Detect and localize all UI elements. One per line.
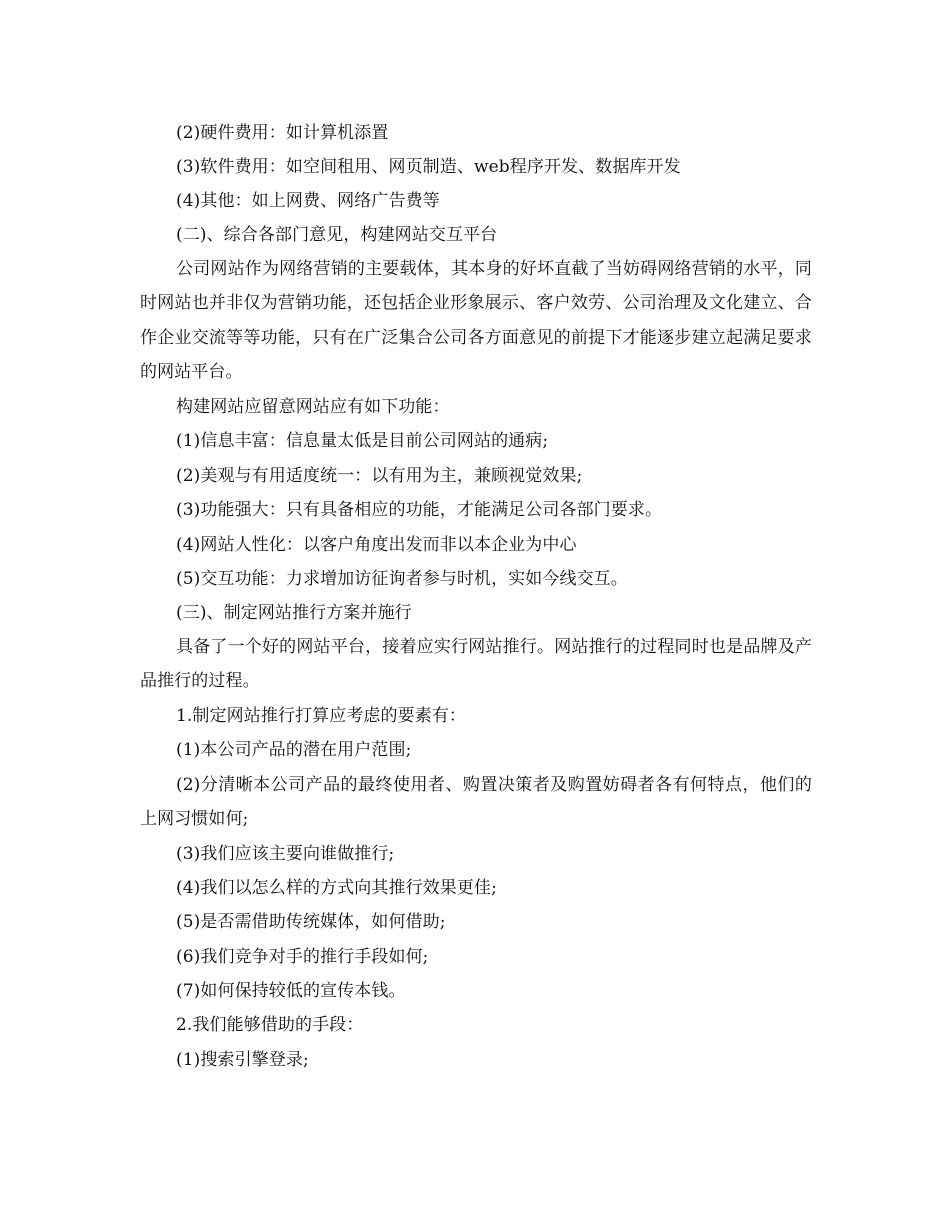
paragraph: (4)我们以怎么样的方式向其推行效果更佳; xyxy=(176,878,497,898)
paragraph: 具备了一个好的网站平台，接着应实行网站推行。网站推行的过程同时也是品牌及产品推行的过程。 xyxy=(140,637,812,692)
paragraph: (三)、制定网站推行方案并施行 xyxy=(176,603,412,623)
paragraph: (4)其他：如上网费、网络广告费等 xyxy=(176,191,440,211)
paragraph: (3)软件费用：如空间租用、网页制造、web程序开发、数据库开发 xyxy=(176,157,681,177)
paragraph: (5)是否需借助传统媒体，如何借助; xyxy=(176,912,446,932)
paragraph: (4)网站人性化：以客户角度出发而非以本企业为中心 xyxy=(176,535,577,555)
paragraph: (2)分清晰本公司产品的最终使用者、购置决策者及购置妨碍者各有何特点，他们的上网习惯如何; xyxy=(140,775,812,830)
paragraph: (2)硬件费用：如计算机添置 xyxy=(176,123,389,143)
paragraph: 构建网站应留意网站应有如下功能： xyxy=(176,397,450,417)
paragraph: (1)本公司产品的潜在用户范围; xyxy=(176,740,412,760)
paragraph: (二)、综合各部门意见，构建网站交互平台 xyxy=(176,225,498,245)
paragraph: (6)我们竞争对手的推行手段如何; xyxy=(176,947,429,967)
paragraph: 2.我们能够借助的手段： xyxy=(176,1015,364,1035)
paragraph: (5)交互功能：力求增加访征询者参与时机，实如今线交互。 xyxy=(176,569,628,589)
paragraph: (3)功能强大：只有具备相应的功能，才能满足公司各部门要求。 xyxy=(176,500,663,520)
paragraph: 公司网站作为网络营销的主要载体，其本身的好坏直截了当妨碍网络营销的水平，同时网站也并非仅为营销功能，还包括企业形象展示、客户效劳、公司治理及文化建立、合作企业交流等等功能，只有在广泛集合公司各方面意见的前提下才能逐步建立起满足要求的网站平台。 xyxy=(140,259,812,383)
paragraph: (1)信息丰富：信息量太低是目前公司网站的通病; xyxy=(176,431,549,451)
paragraph: (2)美观与有用适度统一：以有用为主，兼顾视觉效果; xyxy=(176,466,583,486)
paragraph: (7)如何保持较低的宣传本钱。 xyxy=(176,981,406,1001)
paragraph: (3)我们应该主要向谁做推行; xyxy=(176,844,395,864)
paragraph: 1.制定网站推行打算应考虑的要素有： xyxy=(176,706,467,726)
paragraph: (1)搜索引擎登录; xyxy=(176,1050,309,1070)
